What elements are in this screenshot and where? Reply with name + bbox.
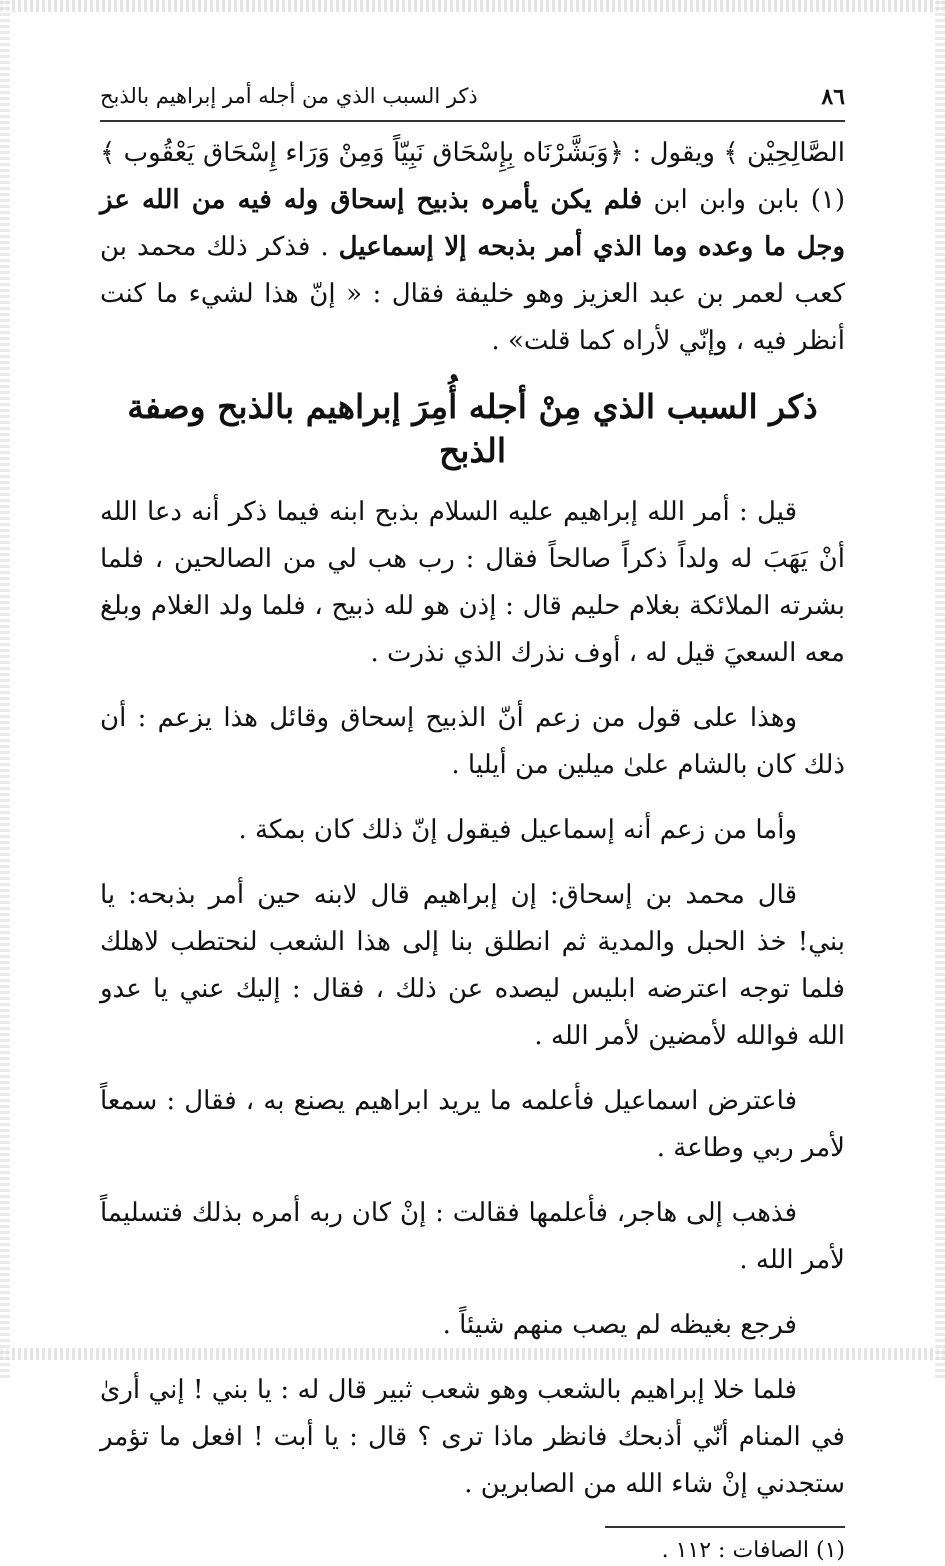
footnote-rule bbox=[605, 1526, 845, 1528]
footnote: (١) الصافات : ١١٢ . bbox=[661, 1538, 845, 1563]
opening-text-1: الصَّالِحِيْن ﴾ ويقول : ﴿وَبَشَّرْنَاه بِإِسْحَاق نَبِيّاً وَمِنْ وَرَاء إِسْحَاق يَعْقُوب ﴾(١) بابن وابن ابن bbox=[100, 138, 845, 215]
book-page bbox=[100, 80, 845, 1566]
body-text bbox=[100, 130, 845, 1508]
paragraph: فذهب إلى هاجر، فأعلمها فقالت : إنْ كان ربه أمره بذلك فتسليماً لأمر الله . bbox=[100, 1198, 845, 1275]
opening-paragraph bbox=[100, 130, 845, 365]
paragraph: وأما من زعم أنه إسماعيل فيقول إنّ ذلك كان بمكة . bbox=[238, 815, 797, 845]
paragraph: فرجع بغيظه لم يصب منهم شيئاً . bbox=[442, 1310, 797, 1340]
section-heading: ذكر السبب الذي مِنْ أجله أُمِرَ إبراهيم بالذبح وصفة الذبح bbox=[127, 387, 818, 470]
page-number: ٨٦ bbox=[821, 84, 845, 110]
paragraph: قيل : أمر الله إبراهيم عليه السلام بذبح ابنه فيما ذكر أنه دعا الله أنْ يَهَبَ له ولداً ذكراً صالحاً فقال : رب هب لي من الصالحين ، فلما بشرته الملائكة بغلام حليم قال : إذن هو لله ذبيح ، فلما ولد الغلام وبلغ معه السعيَ قيل له ، أوف نذرك الذي نذرت . bbox=[100, 497, 845, 668]
paragraph: وهذا على قول من زعم أنّ الذبيح إسحاق وقائل هذا يزعم : أن ذلك كان بالشام علىٰ ميلين من أيليا . bbox=[100, 703, 845, 780]
running-head-title: ذكر السبب الذي من أجله أمر إبراهيم بالذبح bbox=[100, 84, 478, 108]
paragraph: فلما خلا إبراهيم بالشعب وهو شعب ثبير قال له : يا بني ! إني أرىٰ في المنام أنّي أذبحك فانظر ماذا ترى ؟ قال : يا أبت ! افعل ما تؤمر ستجدني إنْ شاء الله من الصابرين . bbox=[100, 1375, 845, 1499]
page-border-left bbox=[0, 0, 10, 1378]
page-border-right bbox=[935, 0, 945, 1378]
header-rule bbox=[100, 120, 845, 122]
paragraph: قال محمد بن إسحاق: إن إبراهيم قال لابنه حين أمر بذبحه: يا بني! خذ الحبل والمدية ثم انطلق بنا إلى هذا الشعب لنحتطب لاهلك فلما توجه اعترضه ابليس ليصده عن ذلك ، فقال : إليك عني يا عدو الله فوالله لأمضين لأمر الله . bbox=[100, 880, 845, 1051]
running-head bbox=[100, 80, 845, 120]
opening-text-bold: فلم يكن يأمره بذبيح إسحاق وله فيه من الله عز وجل ما وعده وما الذي أمر بذبحه إلا إسماعيل bbox=[100, 185, 846, 262]
page-border-top bbox=[0, 0, 945, 12]
opening-text-3: . فذكر ذلك محمد بن كعب لعمر بن عبد العزيز وهو خليفة فقال : « إنّ هذا لشيء ما كنت أنظر فيه ، وإنّي لأراه كما قلت» . bbox=[100, 232, 845, 356]
paragraph: فاعترض اسماعيل فأعلمه ما يريد ابراهيم يصنع به ، فقال : سمعاً لأمر ربي وطاعة . bbox=[100, 1086, 845, 1163]
